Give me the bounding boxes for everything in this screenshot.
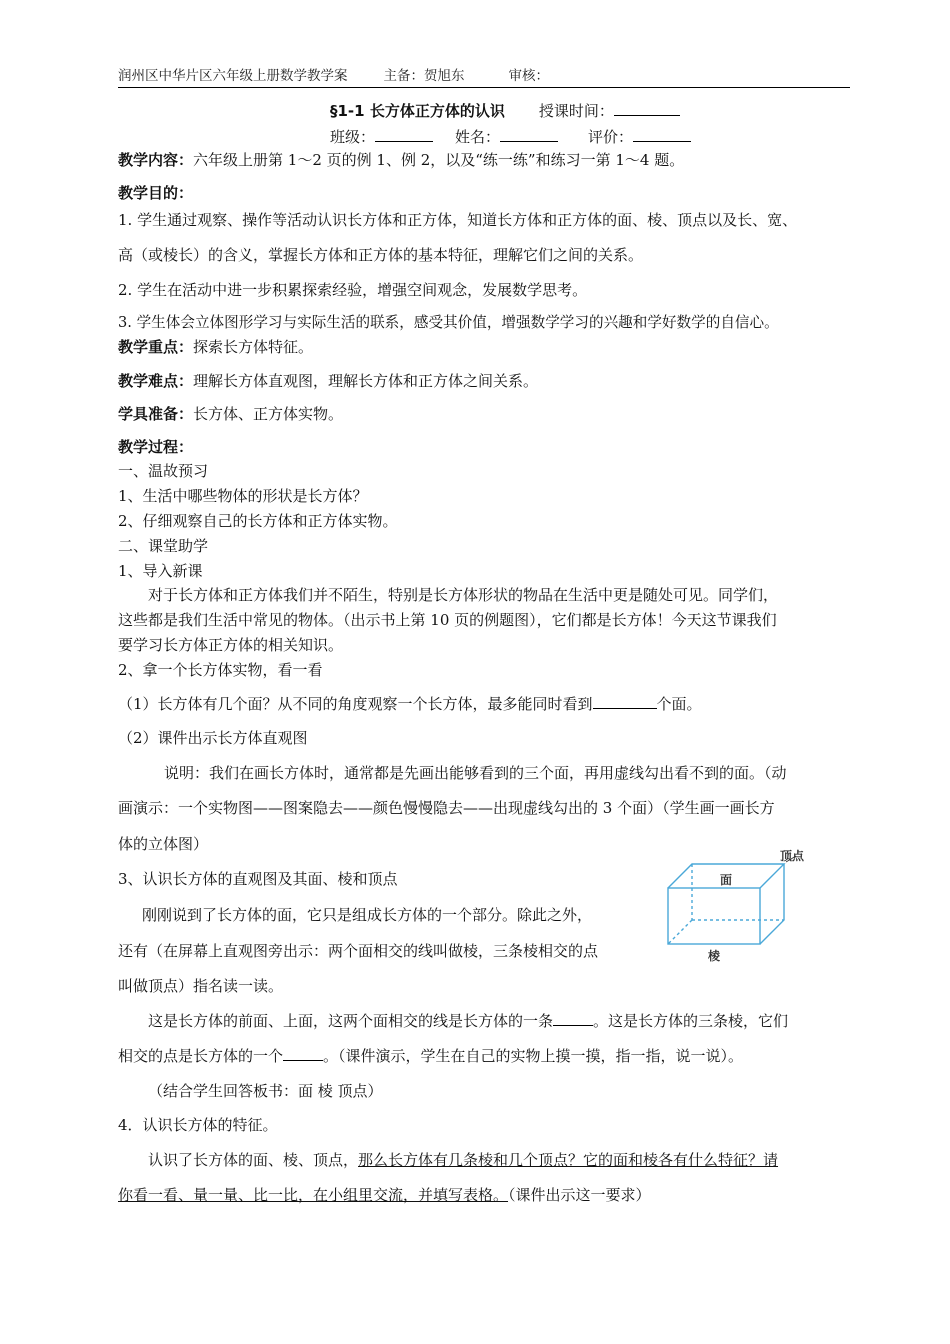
name-label: 姓名： xyxy=(455,128,501,146)
question-2: （2）课件出示长方体直观图 xyxy=(118,729,308,747)
para-3c: 叫做顶点）指名读一读。 xyxy=(118,977,284,995)
content-label: 教学内容： xyxy=(118,151,194,169)
para-6a-underlined: 那么长方体有几条棱和几个顶点？它的面和棱各有什么特征？请 xyxy=(358,1151,779,1169)
item-2-3: 3、认识长方体的直观图及其面、棱和顶点 xyxy=(118,870,398,888)
para-6a-text: 认识了长方体的面、棱、顶点， xyxy=(148,1151,359,1169)
edge-label: 棱 xyxy=(708,949,721,963)
para-4a xyxy=(148,1011,788,1031)
goal-2: 2. 学生在活动中进一步积累探索经验，增强空间观念，发展数学思考。 xyxy=(118,281,588,299)
difficulty-text: 理解长方体直观图，理解长方体和正方体之间关系。 xyxy=(193,372,539,390)
content-line xyxy=(118,150,684,170)
key-point-line xyxy=(118,337,313,357)
header-author: 主备：贺旭东 xyxy=(383,68,465,84)
section-2-heading: 二、课堂助学 xyxy=(118,537,209,555)
difficulty-label: 教学难点： xyxy=(118,372,194,390)
student-info-line xyxy=(330,127,691,147)
para-2a: 说明：我们在画长方体时，通常都是先画出能够看到的三个面，再用虚线勾出看不到的面。（动 xyxy=(164,764,787,782)
goal-1a: 1. 学生通过观察、操作等活动认识长方体和正方体，知道长方体和正方体的面、棱、顶点以及长、宽、 xyxy=(118,211,798,229)
para-6a xyxy=(148,1150,778,1170)
time-label: 授课时间： xyxy=(538,102,614,120)
eval-label: 评价： xyxy=(588,128,634,146)
para-4a-text: 这是长方体的前面、上面，这两个面相交的线是长方体的一条 xyxy=(148,1012,554,1030)
tools-line xyxy=(118,404,343,424)
key-point-label: 教学重点： xyxy=(118,338,194,356)
content-text: 六年级上册第 1～2 页的例 1、例 2，以及“练一练”和练习一第 1～4 题。 xyxy=(193,151,685,169)
section-title: §1-1 长方体正方体的认识 xyxy=(330,102,505,120)
question-1-suffix: 个面。 xyxy=(656,695,702,713)
page-header xyxy=(118,66,549,86)
tools-text: 长方体、正方体实物。 xyxy=(193,405,344,423)
header-school: 润州区中华片区六年级上册数学教学案 xyxy=(118,68,348,84)
header-rule xyxy=(118,87,850,88)
para-1a: 对于长方体和正方体我们并不陌生，特别是长方体形状的物品在生活中更是随处可见。同学们， xyxy=(148,586,779,604)
cuboid-figure xyxy=(664,848,824,964)
question-1-blank xyxy=(593,694,657,709)
para-5: （结合学生回答板书：面 棱 顶点） xyxy=(148,1082,383,1100)
name-blank xyxy=(500,127,558,142)
time-blank xyxy=(614,101,680,116)
item-1-2: 2、仔细观察自己的长方体和正方体实物。 xyxy=(118,512,398,530)
edge-blank xyxy=(553,1011,593,1026)
difficulty-line xyxy=(118,371,538,391)
para-1b: 这些都是我们生活中常见的物体。（出示书上第 10 页的例题图），它们都是长方体！今天这节课我们 xyxy=(118,611,777,629)
goal-1b: 高（或棱长）的含义，掌握长方体和正方体的基本特征，理解它们之间的关系。 xyxy=(118,246,644,264)
para-3b: 还有（在屏幕上直观图旁出示：两个面相交的线叫做棱，三条棱相交的点 xyxy=(118,942,599,960)
question-1-text: （1）长方体有几个面？从不同的角度观察一个长方体，最多能同时看到 xyxy=(118,695,593,713)
title-line xyxy=(330,101,680,121)
goals-heading: 教学目的： xyxy=(118,184,194,202)
section-1-heading: 一、温故预习 xyxy=(118,462,209,480)
goal-3: 3. 学生体会立体图形学习与实际生活的联系，感受其价值，增强数学学习的兴趣和学好数学的自信心。 xyxy=(118,314,779,331)
vertex-label: 顶点 xyxy=(780,849,805,863)
eval-blank xyxy=(633,127,691,142)
para-2c: 体的立体图） xyxy=(118,835,209,853)
item-2-4: 4．认识长方体的特征。 xyxy=(118,1116,278,1134)
para-3a: 刚刚说到了长方体的面，它只是组成长方体的一个部分。除此之外， xyxy=(142,906,593,924)
item-2-2: 2、拿一个长方体实物，看一看 xyxy=(118,661,323,679)
para-2b: 画演示：一个实物图——图案隐去——颜色慢慢隐去——出现虚线勾出的 3 个面）（学生画一画长方 xyxy=(118,799,775,817)
para-4b xyxy=(118,1046,743,1066)
item-1-1: 1、生活中哪些物体的形状是长方体？ xyxy=(118,487,368,505)
para-6b-suffix: （课件出示这一要求） xyxy=(508,1186,651,1204)
para-4b-text: 相交的点是长方体的一个 xyxy=(118,1047,284,1065)
para-6b xyxy=(118,1185,651,1205)
tools-label: 学具准备： xyxy=(118,405,194,423)
para-4b-suffix: 。（课件演示，学生在自己的实物上摸一摸，指一指，说一说）。 xyxy=(323,1047,744,1065)
header-review: 审核： xyxy=(508,68,549,84)
process-heading: 教学过程： xyxy=(118,438,194,456)
lesson-plan-page xyxy=(118,0,850,1344)
para-4a-suffix: 。这是长方体的三条棱，它们 xyxy=(593,1012,789,1030)
question-1 xyxy=(118,694,702,714)
class-blank xyxy=(375,127,433,142)
class-label: 班级： xyxy=(330,128,376,146)
vertex-blank xyxy=(283,1046,323,1061)
key-point-text: 探索长方体特征。 xyxy=(193,338,314,356)
item-2-1: 1、导入新课 xyxy=(118,562,203,580)
cuboid-front-face xyxy=(668,888,760,944)
para-1c: 要学习长方体正方体的相关知识。 xyxy=(118,636,344,654)
face-label: 面 xyxy=(720,873,733,887)
para-6b-underlined: 你看一看、量一量、比一比，在小组里交流，并填写表格。 xyxy=(118,1186,509,1204)
